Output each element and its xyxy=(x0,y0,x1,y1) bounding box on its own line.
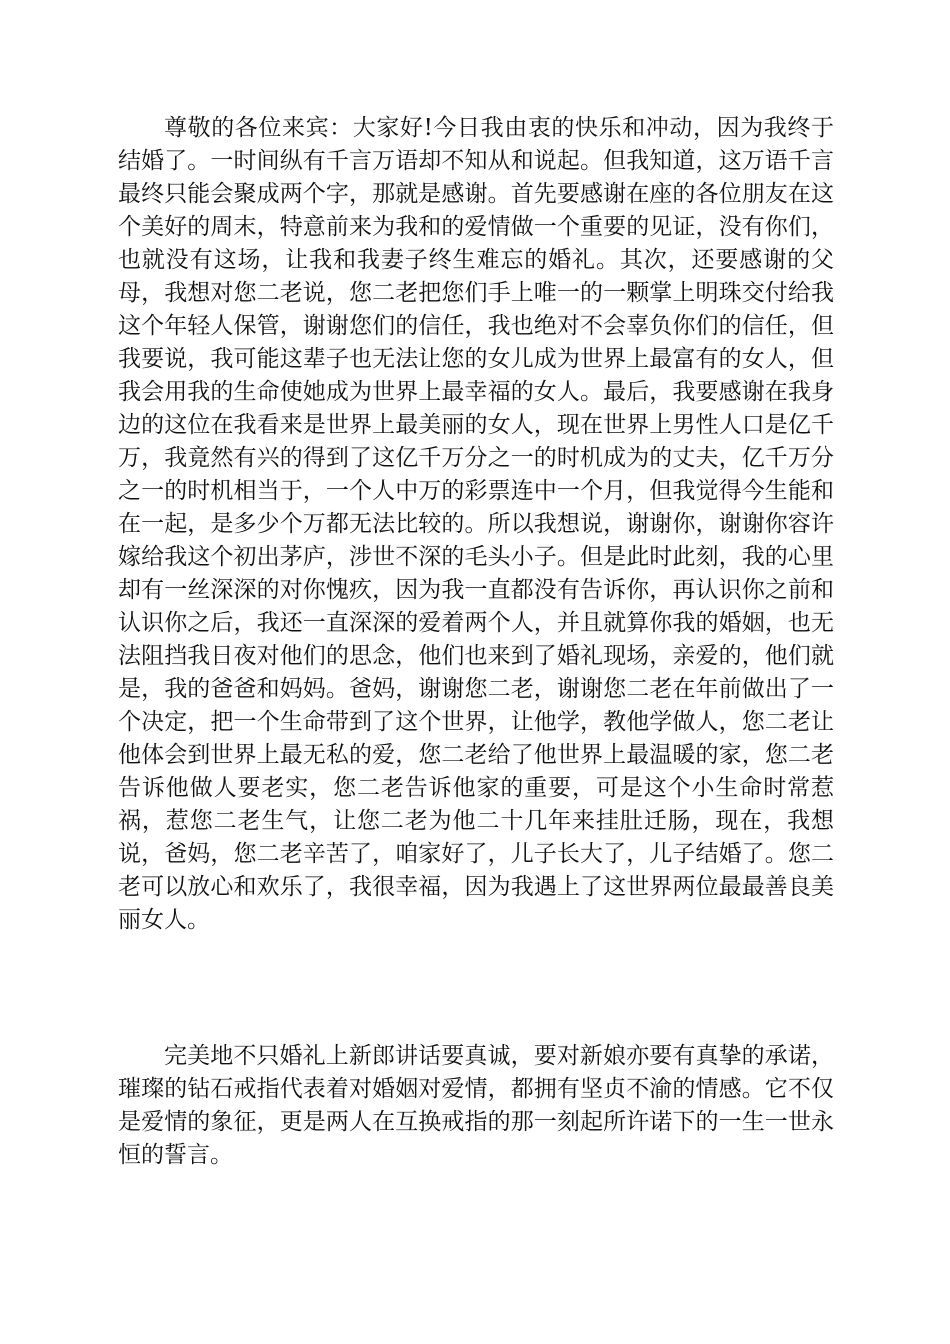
ring-paragraph: 完美地不只婚礼上新郎讲话要真诚，要对新娘亦要有真挚的承诺，璀璨的钻石戒指代表着对婚姻对爱情，都拥有坚贞不渝的情感。它不仅是爱情的象征，更是两人在互换戒指的那一刻起所许诺下的一生一世永恒的誓言。 xyxy=(118,1043,834,1168)
speech-paragraph: 尊敬的各位来宾：大家好!今日我由衷的快乐和冲动，因为我终于结婚了。一时间纵有千言万语却不知从和说起。但我知道，这万语千言最终只能会聚成两个字，那就是感谢。首先要感谢在座的各位朋友在这个美好的周末，特意前来为我和的爱情做一个重要的见证，没有你们，也就没有这场，让我和我妻子终生难忘的婚礼。其次，还要感谢的父母，我想对您二老说，您二老把您们手上唯一的一颗掌上明珠交付给我这个年轻人保管，谢谢您们的信任，我也绝对不会辜负你们的信任，但我要说，我可能这辈子也无法让您的女儿成为世界上最富有的女人，但我会用我的生命使她成为世界上最幸福的女人。最后，我要感谢在我身边的这位在我看来是世界上最美丽的女人，现在世界上男性人口是亿千万，我竟然有兴的得到了这亿千万分之一的时机成为的丈夫，亿千万分之一的时机相当于，一个人中万的彩票连中一个月，但我觉得今生能和在一起，是多少个万都无法比较的。所以我想说，谢谢你，谢谢你容许嫁给我这个初出茅庐，涉世不深的毛头小子。但是此时此刻，我的心里却有一丝深深的对你愧疚，因为我一直都没有告诉你，再认识你之前和认识你之后，我还一直深深的爱着两个人，并且就算你我的婚姻，也无法阻挡我日夜对他们的思念，他们也来到了婚礼现场，亲爱的，他们就是，我的爸爸和妈妈。爸妈，谢谢您二老，谢谢您二老在年前做出了一个决定，把一个生命带到了这个世界，让他学，教他学做人，您二老让他体会到世界上最无私的爱，您二老给了他世界上最温暖的家，您二老告诉他做人要老实，您二老告诉他家的重要，可是这个小生命时常惹祸，惹您二老生气，让您二老为他二十几年来挂肚迁肠，现在，我想说，爸妈，您二老辛苦了，咱家好了，儿子长大了，儿子结婚了。您二老可以放心和欢乐了，我很幸福，因为我遇上了这世界两位最最善良美丽女人。 xyxy=(118,115,834,933)
